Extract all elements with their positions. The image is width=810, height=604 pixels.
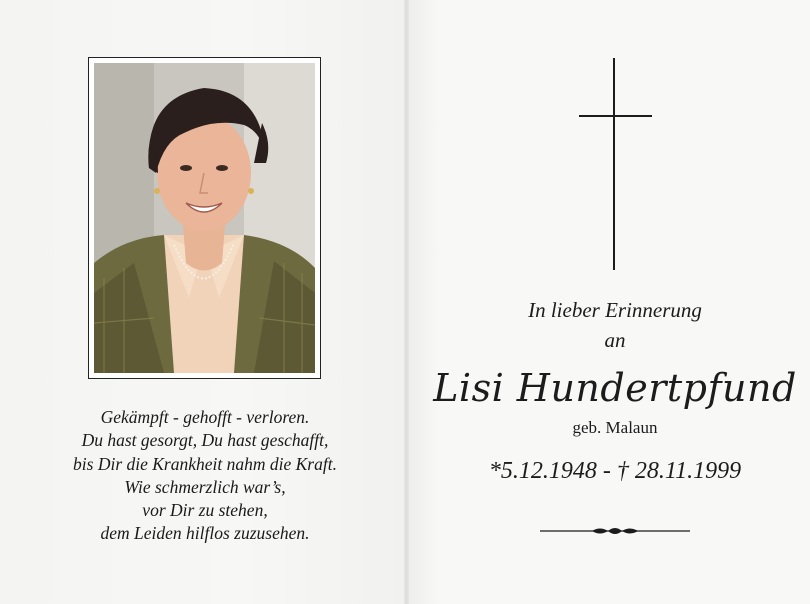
poem-line: Du hast gesorgt, Du hast geschafft, — [81, 430, 329, 451]
life-dates: *5.12.1948 - † 28.11.1999 — [488, 458, 742, 484]
ornament-divider-icon — [540, 524, 690, 538]
poem-line: vor Dir zu stehen, — [142, 500, 268, 521]
portrait-illustration — [94, 63, 315, 373]
poem-line: Wie schmerzlich war’s, — [124, 476, 286, 497]
memorial-heading: In lieber Erinnerung — [528, 298, 702, 322]
cross-icon — [576, 58, 656, 270]
memorial-heading-an: an — [604, 328, 626, 352]
poem-line: dem Leiden hilflos zuzusehen. — [100, 523, 310, 544]
poem — [20, 406, 390, 546]
poem-line: Gekämpft - gehofft - verloren. — [100, 407, 310, 427]
maiden-name: geb. Malaun — [572, 418, 658, 437]
deceased-name: Lisi Hundertpfund — [433, 366, 797, 410]
poem-line: bis Dir die Krankheit nahm die Kraft. — [73, 453, 337, 474]
portrait-photo — [94, 63, 315, 373]
portrait-frame — [88, 57, 321, 379]
